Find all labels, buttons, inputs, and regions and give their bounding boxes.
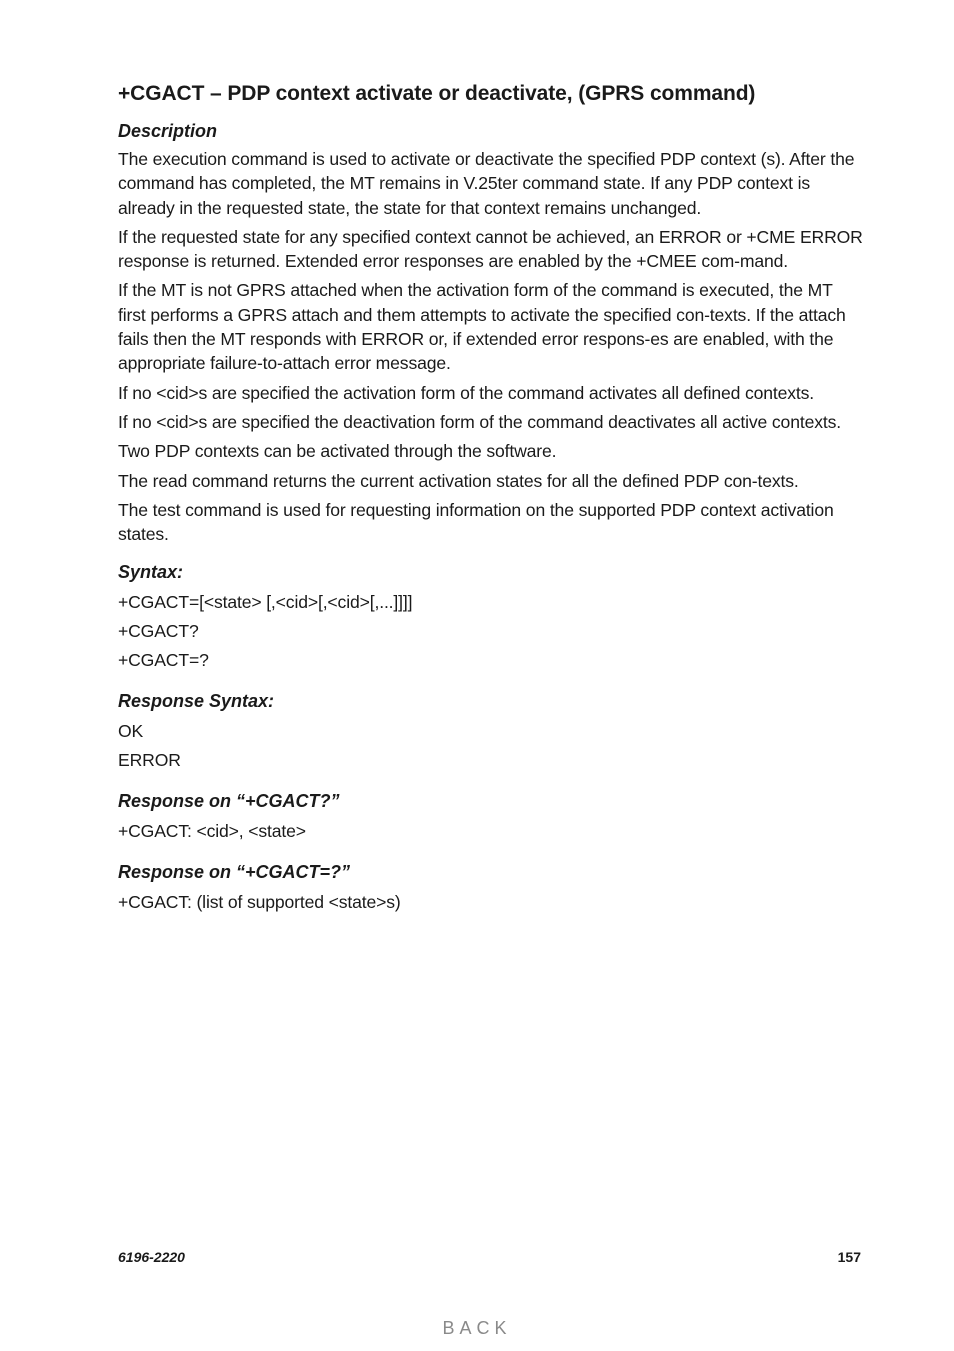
description-paragraph: If the MT is not GPRS attached when the activation form of the command is executed, the MT first performs a GPRS attach and them attempts to activate the specified con-texts. If the attach fails then the MT responds with ERROR or, if extended error respons-es are enabled, with the appropriate failure-to-attach error message. <box>118 280 846 374</box>
syntax-line: +CGACT? <box>118 621 199 642</box>
description-paragraph: If no <cid>s are specified the deactivation form of the command deactivates all active contexts. <box>118 411 841 432</box>
syntax-line: +CGACT=? <box>118 650 209 671</box>
description-paragraph: If no <cid>s are specified the activation form of the command activates all defined contexts. <box>118 382 815 403</box>
response-syntax-line: ERROR <box>118 750 181 771</box>
response-read-line: +CGACT: <cid>, <state> <box>118 821 306 842</box>
syntax-heading: Syntax: <box>118 562 184 583</box>
description-heading: Description <box>118 121 218 141</box>
response-syntax-line: OK <box>118 721 144 742</box>
back-link[interactable]: BACK <box>442 1318 512 1338</box>
description-paragraph: The read command returns the current activation states for all the defined PDP con-texts. <box>118 470 799 491</box>
description-paragraph: Two PDP contexts can be activated through the software. <box>118 441 557 462</box>
footer-doc-number: 6196-2220 <box>118 1249 185 1265</box>
response-read-section <box>118 789 863 846</box>
response-test-line: +CGACT: (list of supported <state>s) <box>118 892 401 913</box>
syntax-line: +CGACT=[<state> [,<cid>[,<cid>[,...]]]] <box>118 592 413 613</box>
page-title: +CGACT – PDP context activate or deactivate, (GPRS command) <box>118 82 756 105</box>
footer-page-number: 157 <box>837 1249 861 1265</box>
response-syntax-section <box>118 689 863 775</box>
response-test-heading: Response on “+CGACT=?” <box>118 862 351 883</box>
syntax-section <box>118 560 863 675</box>
response-syntax-heading: Response Syntax: <box>118 691 275 712</box>
response-read-heading: Response on “+CGACT?” <box>118 791 340 812</box>
description-paragraph: The execution command is used to activate or deactivate the specified PDP context (s). After the command has completed, the MT remains in V.25ter command state. If any PDP context is already in the requested state, the state for that context remains unchanged. <box>118 149 855 218</box>
description-section <box>118 119 863 546</box>
response-test-section <box>118 860 863 917</box>
document-body <box>118 80 863 917</box>
description-paragraph: If the requested state for any specified context cannot be achieved, an ERROR or +CME ERROR response is returned. Extended error responses are enabled by the +CMEE com-mand. <box>118 226 863 272</box>
description-paragraph: The test command is used for requesting information on the supported PDP context activation states. <box>118 499 834 545</box>
